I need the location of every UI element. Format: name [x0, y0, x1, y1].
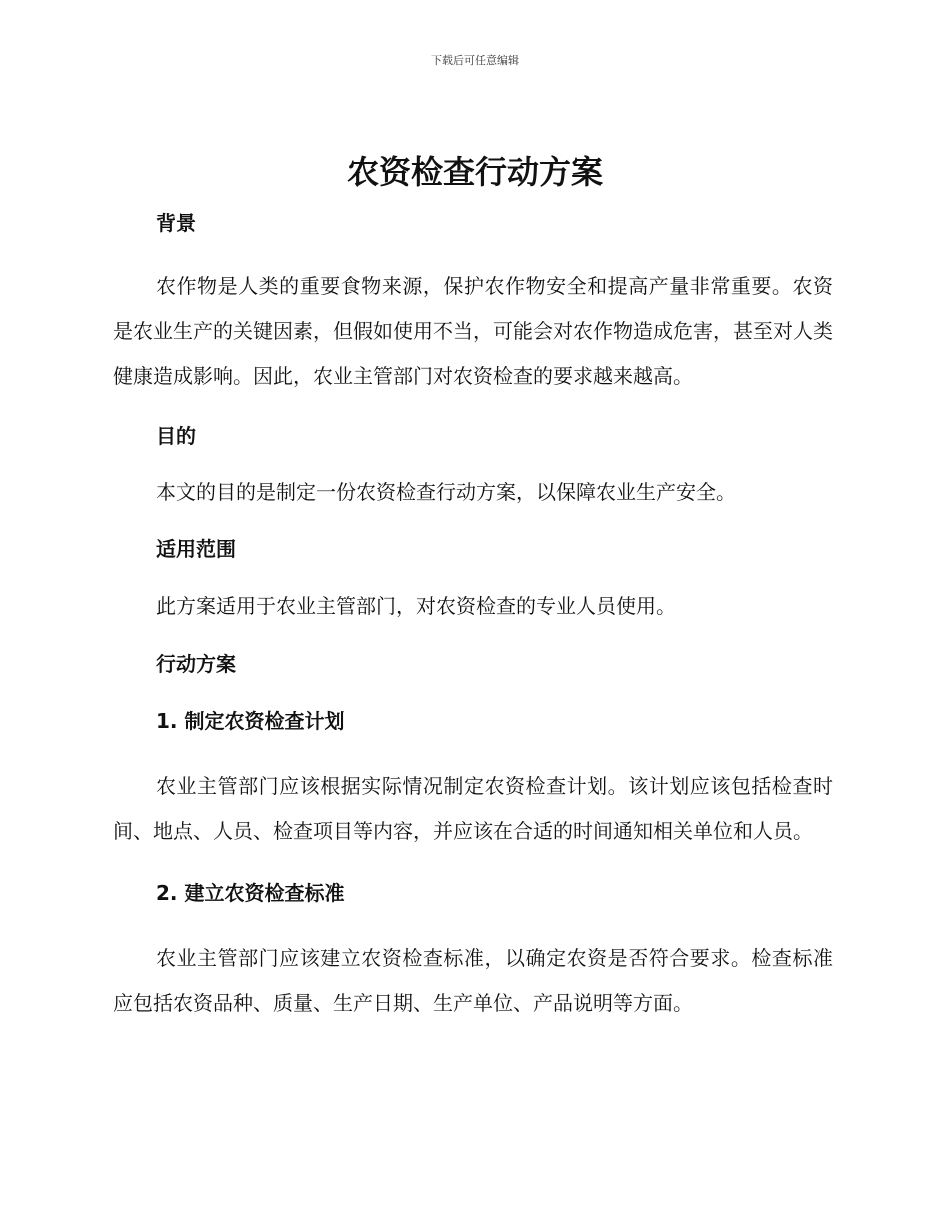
step-heading-1: 1. 制定农资检查计划 — [156, 709, 345, 733]
step-text-1: 农业主管部门应该根据实际情况制定农资检查计划。该计划应该包括检查时间、地点、人员、检查项目等内容，并应该在合适的时间通知相关单位和人员。 — [113, 774, 833, 843]
section-heading-background: 背景 — [156, 211, 196, 235]
step-heading-2: 2. 建立农资检查标准 — [156, 881, 345, 905]
step-text-2: 农业主管部门应该建立农资检查标准，以确定农资是否符合要求。检查标准应包括农资品种、质量、生产日期、生产单位、产品说明等方面。 — [113, 946, 833, 1015]
section-heading-scope: 适用范围 — [156, 537, 236, 561]
section-text-background: 农作物是人类的重要食物来源，保护农作物安全和提高产量非常重要。农资是农业生产的关键因素，但假如使用不当，可能会对农作物造成危害，甚至对人类健康造成影响。因此，农业主管部门对农资检查的要求越来越高。 — [113, 274, 833, 388]
section-heading-purpose: 目的 — [156, 424, 196, 448]
page-header-note: 下载后可任意编辑 — [431, 54, 519, 67]
document-body — [113, 206, 833, 1026]
section-text-purpose: 本文的目的是制定一份农资检查行动方案，以保障农业生产安全。 — [156, 480, 736, 504]
section-text-scope: 此方案适用于农业主管部门，对农资检查的专业人员使用。 — [156, 594, 676, 618]
document-title: 农资检查行动方案 — [346, 153, 603, 191]
section-heading-action-plan: 行动方案 — [156, 652, 236, 676]
